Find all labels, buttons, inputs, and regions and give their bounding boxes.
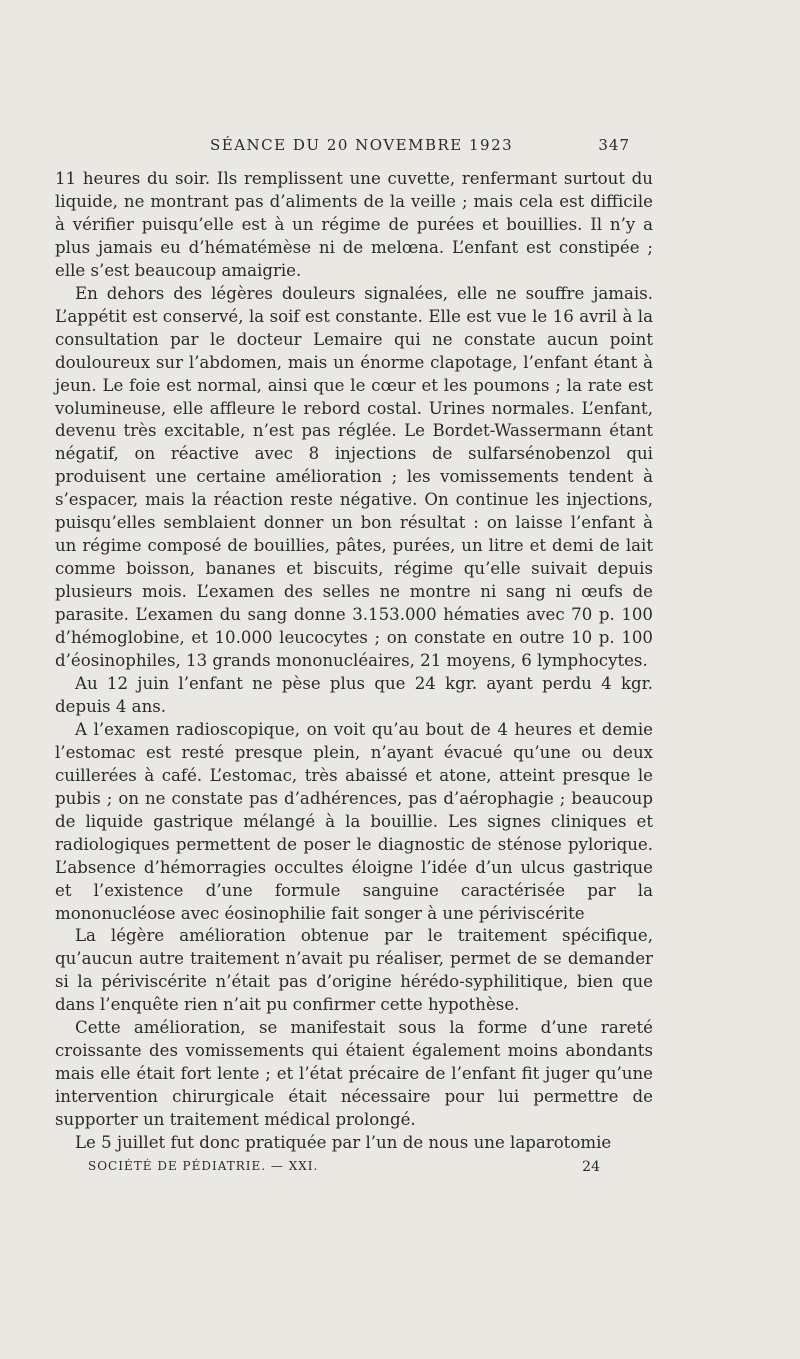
paragraph: Cette amélioration, se manifestait sous la forme d’une rareté croissante des vomissements qui étaient également moins abondants mais elle était fort lente ; et l’état précaire de l’enfant fit juger qu’une intervention chirurgicale était nécessaire pour lui permettre de supporter un traitement médical prolongé. (55, 1018, 653, 1130)
footer (88, 1159, 600, 1175)
page-number: 347 (598, 136, 630, 154)
running-title: SÉANCE DU 20 NOVEMBRE 1923 (210, 136, 514, 154)
paragraph: En dehors des légères douleurs signalées, elle ne souffre jamais. L’appétit est conservé, la soif est constante. Elle est vue le 16 avril à la consultation par le docteur Lemaire qui ne constate aucun point douloureux sur l’abdomen, mais un énorme clapotage, l’enfant étant à jeun. Le foie est normal, ainsi que le cœur et les poumons ; la rate est volumineuse, elle affleure le rebord costal. Urines normales. L’enfant, devenu très excitable, n’est pas réglée. Le Bordet-Wassermann étant négatif, on réactive avec 8 injections de sulfarsénobenzol qui produisent une certaine amélioration ; les vomissements tendent à s’espacer, mais la réaction reste négative. On continue les injections, puisqu’elles semblaient donner un bon résultat : on laisse l’enfant à un régime composé de bouillies, pâtes, purées, un litre et demi de lait comme boisson, bananes et biscuits, régime qu’elle suivait depuis plusieurs mois. L’examen des selles ne montre ni sang ni œufs de parasite. L’examen du sang donne 3.153.000 hématies avec 70 p. 100 d’hémoglobine, et 10.000 leucocytes ; on constate en outre 10 p. 100 d’éosinophiles, 13 grands mononucléaires, 21 moyens, 6 lymphocytes. (55, 283, 653, 671)
paragraph: A l’examen radioscopique, on voit qu’au bout de 4 heures et demie l’estomac est resté presque plein, n’ayant évacué qu’une ou deux cuillerées à café. L’estomac, très abaissé et atone, atteint presque le pubis ; on ne constate pas d’adhérences, pas d’aérophagie ; beaucoup de liquide gastrique mélangé à la bouillie. Les signes cliniques et radiologiques permettent de poser le diagnostic de sténose pylorique. L’absence d’hémorragies occultes éloigne l’idée d’un ulcus gastrique et l’existence d’une formule sanguine caractérisée par la mononucléose avec éosinophilie fait songer à une périviscérite (55, 719, 653, 923)
paragraph: Au 12 juin l’enfant ne pèse plus que 24 kgr. ayant perdu 4 kgr. depuis 4 ans. (55, 673, 653, 716)
running-header (210, 136, 630, 154)
paragraph: 11 heures du soir. Ils remplissent une cuvette, renfermant surtout du liquide, ne montrant pas d’aliments de la veille ; mais cela est difficile à vérifier puisqu’elle est à un régime de purées et bouillies. Il n’y a plus jamais eu d’hématémèse ni de melœna. L’enfant est constipée ; elle s’est beaucoup amaigrie. (55, 169, 653, 280)
paragraph: La légère amélioration obtenue par le traitement spécifique, qu’aucun autre traitement n’avait pu réaliser, permet de se demander si la périviscérite n’était pas d’origine hérédo-syphilitique, bien que dans l’enquête rien n’ait pu confirmer cette hypothèse. (55, 926, 653, 1015)
signature-mark: 24 (582, 1159, 600, 1175)
paragraph: Le 5 juillet fut donc pratiquée par l’un de nous une laparotomie (75, 1133, 612, 1153)
body-text (55, 168, 653, 1155)
footer-journal: SOCIÉTÉ DE PÉDIATRIE. — XXI. (88, 1159, 319, 1173)
